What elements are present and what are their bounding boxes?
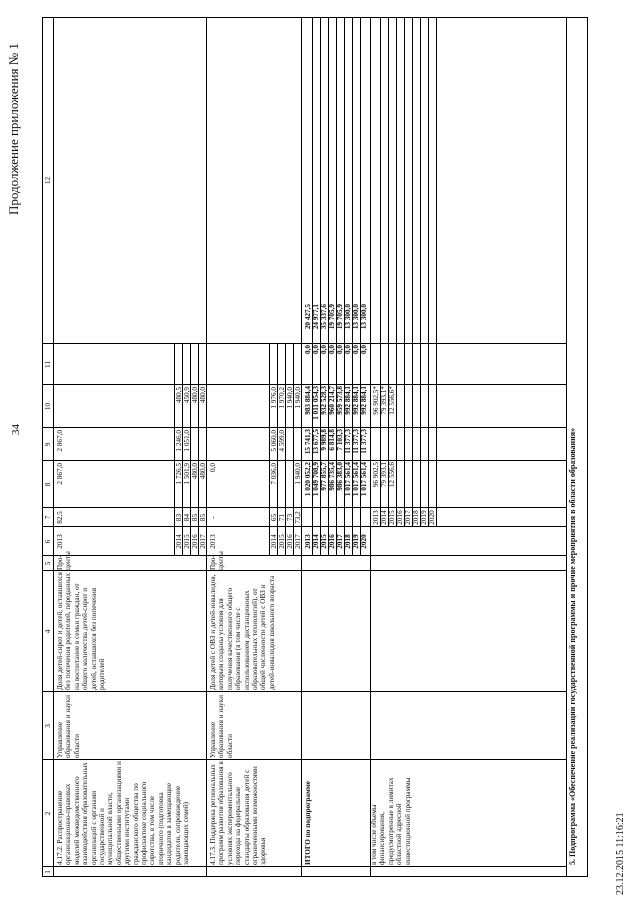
total-col10-2019: 992 884,1 xyxy=(352,386,360,415)
row-4-17-3-col9-2014: 5 060,0 xyxy=(270,430,278,452)
investment-year-2016: 2016 xyxy=(396,510,404,525)
row-4-17-2-col8-2013: 2 867,0 xyxy=(56,463,64,485)
total-col9-2015: 9 989,8 xyxy=(320,429,328,451)
investment-col8-2013: 96 902,5 xyxy=(372,462,380,488)
investment-year-2020: 2020 xyxy=(428,510,436,525)
row-4-17-3-col9-2015: 4 599,0 xyxy=(278,430,286,452)
total-col8-2020: 1 017 561,4 xyxy=(360,462,368,497)
total-col9-2016: 6 814,8 xyxy=(328,429,336,451)
total-col8-2013: 1 020 052,2 xyxy=(304,462,312,497)
col-header-11: 11 xyxy=(44,361,52,368)
col-header-9: 9 xyxy=(44,442,52,447)
total-col12-2013: 20 427,5 xyxy=(304,304,312,330)
total-col8-2016: 986 735,4 xyxy=(328,462,336,491)
row-4-17-2-col8-2014: 1 726,5 xyxy=(175,463,183,485)
row-4-17-2-value-2015: 84 xyxy=(183,513,191,522)
row-4-17-2-year-2013: 2013 xyxy=(56,534,64,549)
row-4-17-2-indicator: Доля детей-сирот и детей, оставшихся без попечения родителей, переданных на воспитание в семьи граждан, от общего количества детей-сирот и детей, оставшихся без попечения родителей xyxy=(56,572,107,690)
col-header-6: 6 xyxy=(44,539,52,544)
row-4-17-3-executor: Управление образования и науки области xyxy=(209,695,234,758)
total-col8-2019: 1 017 561,4 xyxy=(352,462,360,497)
row-4-17-3-value-2015: 71 xyxy=(278,513,286,522)
row-4-17-2-year-2014: 2014 xyxy=(175,534,183,549)
col-header-7: 7 xyxy=(44,515,52,520)
total-col12-2015: 35 337,6 xyxy=(320,304,328,330)
row-4-17-2-year-2016: 2016 xyxy=(191,534,199,549)
total-col8-2014: 1 049 708,9 xyxy=(312,462,320,497)
total-col12-2020: 13 300,0 xyxy=(360,304,368,330)
row-4-17-3-value-2017: 73,2 xyxy=(294,511,302,524)
row-4-17-3-name: 4.17.3. Поддержка региональных программ развития образования в условиях экспериментального перехода на федеральные стандарты образования детей с ограниченными возможностями здоровья xyxy=(209,761,268,865)
total-col9-2018: 11 377,3 xyxy=(344,429,352,454)
investment-col10-2014: 79 393,1* xyxy=(380,386,388,415)
total-year-2018: 2018 xyxy=(344,534,352,549)
row-4-17-2-col10-2017: 480,0 xyxy=(199,387,207,404)
row-4-17-3-col8-2013: 0,0 xyxy=(209,463,217,472)
row-4-17-2-col8-2017: 480,0 xyxy=(199,463,207,480)
row-4-17-2-year-2015: 2015 xyxy=(183,534,191,549)
col-header-10: 10 xyxy=(44,402,52,411)
col-header-5: 5 xyxy=(44,561,52,566)
total-col9-2020: 11 377,3 xyxy=(360,429,368,454)
total-col9-2017: 7 103,3 xyxy=(336,429,344,451)
total-col9-2014: 13 677,5 xyxy=(312,429,320,455)
row-4-17-3-col10-2015: 1 970,2 xyxy=(278,387,286,409)
total-col10-2018: 992 884,1 xyxy=(344,386,352,415)
row-4-17-2-year-2017: 2017 xyxy=(199,534,207,549)
row-4-17-2-col8-2016: 480,0 xyxy=(191,463,199,480)
row-4-17-2-col8-2015: 1 501,9 xyxy=(183,463,191,485)
row-4-17-2-name: 4.17.2. Распространение организационно-правовых моделей межведомственного взаимодействия образовательных организаций с органами государственной и муниципальной власти, общественными организациями и другими институтами гражданского общества по профилактике социального сиротства, в том числе вторичного (подготовка кандидатов в замещающие родители, сопровождение замещающих семей) xyxy=(56,761,191,865)
total-col10-2015: 932 528,3 xyxy=(320,386,328,415)
total-col11-2019: 0,0 xyxy=(352,345,360,354)
row-4-17-2-col9-2015: 1 051,0 xyxy=(183,430,191,452)
row-4-17-2-value-2013: 82,5 xyxy=(56,511,64,524)
total-col9-2019: 11 377,3 xyxy=(352,429,360,454)
col-header-1: 1 xyxy=(44,870,52,874)
col-header-4: 4 xyxy=(44,629,52,634)
investment-year-2018: 2018 xyxy=(412,510,420,525)
row-4-17-3-year-2015: 2015 xyxy=(278,534,286,549)
total-col11-2020: 0,0 xyxy=(360,345,368,354)
row-4-17-2-col10-2015: 450,9 xyxy=(183,387,191,404)
investment-year-2019: 2019 xyxy=(420,510,428,525)
investment-label: в том числе объемы финансирования, предусмотренные в лимитах областной адресной инвестиционной программы xyxy=(370,777,412,865)
total-col12-2019: 13 300,0 xyxy=(352,304,360,330)
total-year-2017: 2017 xyxy=(336,534,344,549)
total-col11-2014: 0,0 xyxy=(312,345,320,354)
col-header-3: 3 xyxy=(44,724,52,728)
row-4-17-3-col8-2017: 1 940,0 xyxy=(294,463,302,485)
total-col10-2017: 959 573,8 xyxy=(336,386,344,415)
subprogram-heading: 5. Подпрограмма «Обеспечение реализации государственной программы и прочие мероприятия в области образования» xyxy=(568,427,577,865)
row-4-17-3-col10-2014: 1 976,0 xyxy=(270,387,278,409)
row-4-17-3-unit: Про-центы xyxy=(209,551,226,570)
investment-col10-2015: 12 556,6* xyxy=(388,386,396,415)
row-4-17-3-value-2016: 73 xyxy=(286,513,294,522)
row-4-17-2-col10-2016: 480,0 xyxy=(191,387,199,404)
col-header-8: 8 xyxy=(44,482,52,487)
total-col10-2014: 1 011 054,3 xyxy=(312,386,320,420)
row-4-17-3-value-2013: - xyxy=(209,516,217,519)
total-col11-2016: 0,0 xyxy=(328,345,336,354)
total-col12-2016: 19 705,9 xyxy=(328,304,336,330)
total-label: ИТОГО по подпрограмме xyxy=(304,781,312,865)
total-col10-2013: 983 884,4 xyxy=(304,386,312,415)
row-4-17-3-col10-2016: 1 940,0 xyxy=(286,387,294,409)
total-col11-2015: 0,0 xyxy=(320,345,328,354)
investment-col10-2013: 96 902,5* xyxy=(372,386,380,415)
row-4-17-3-value-2014: 65 xyxy=(270,513,278,522)
row-4-17-2-value-2016: 85 xyxy=(191,513,199,522)
total-year-2020: 2020 xyxy=(360,534,368,549)
total-col8-2017: 986 383,0 xyxy=(336,462,344,491)
page-number: 34 xyxy=(10,424,22,435)
total-year-2016: 2016 xyxy=(328,534,336,549)
row-4-17-3-year-2016: 2016 xyxy=(286,534,294,549)
col-header-2: 2 xyxy=(44,811,52,816)
row-4-17-3-col10-2017: 1 940,0 xyxy=(294,387,302,409)
total-col12-2014: 24 977,1 xyxy=(312,304,320,330)
total-col9-2013: 15 741,3 xyxy=(304,429,312,455)
row-4-17-3-indicator: Доля детей с ОВЗ и детей-инвалидов, которым созданы условия для получения качественного общего образования (в том числе с использованием дистанционных образовательных технологий), от общей численности детей с ОВЗ и детей-инвалидов школьного возраста xyxy=(209,574,276,690)
row-4-17-3-year-2014: 2014 xyxy=(270,534,278,549)
total-year-2014: 2014 xyxy=(312,534,320,549)
row-4-17-2-col9-2013: 2 867,0 xyxy=(56,430,64,452)
row-4-17-2-col10-2014: 480,5 xyxy=(175,387,183,404)
row-4-17-2-value-2014: 83 xyxy=(175,513,183,522)
investment-col8-2015: 12 556,6 xyxy=(388,462,396,488)
investment-year-2013: 2013 xyxy=(372,510,380,525)
total-col12-2017: 19 705,9 xyxy=(336,304,344,330)
total-col10-2020: 992 884,1 xyxy=(360,386,368,415)
row-4-17-3-col8-2014: 7 036,0 xyxy=(270,463,278,485)
investment-year-2014: 2014 xyxy=(380,510,388,525)
investment-year-2017: 2017 xyxy=(404,510,412,525)
total-col8-2015: 977 855,7 xyxy=(320,462,328,491)
total-year-2019: 2019 xyxy=(352,534,360,549)
total-col10-2016: 960 214,7 xyxy=(328,386,336,415)
col-header-12: 12 xyxy=(44,176,52,185)
investment-col8-2014: 79 393,1 xyxy=(380,462,388,488)
row-4-17-2-col9-2014: 1 246,0 xyxy=(175,430,183,452)
row-4-17-3-year-2017: 2017 xyxy=(294,534,302,549)
row-4-17-2-executor: Управление образования и науки области xyxy=(56,695,81,758)
appendix-title: Продолжение приложения № 1 xyxy=(6,43,21,215)
total-year-2013: 2013 xyxy=(304,534,312,549)
total-col11-2013: 0,0 xyxy=(304,345,312,354)
footer-timestamp: 23.12.2015 11:16:21 xyxy=(615,812,626,895)
row-4-17-2-value-2017: 85 xyxy=(199,513,207,522)
investment-year-2015: 2015 xyxy=(388,510,396,525)
total-col8-2018: 1 017 561,4 xyxy=(344,462,352,497)
total-col11-2018: 0,0 xyxy=(344,345,352,354)
total-year-2015: 2015 xyxy=(320,534,328,549)
row-4-17-3-year-2013: 2013 xyxy=(209,534,217,549)
total-col11-2017: 0,0 xyxy=(336,345,344,354)
row-4-17-2-unit: Про-центы xyxy=(56,551,73,570)
total-col12-2018: 13 300,0 xyxy=(344,304,352,330)
